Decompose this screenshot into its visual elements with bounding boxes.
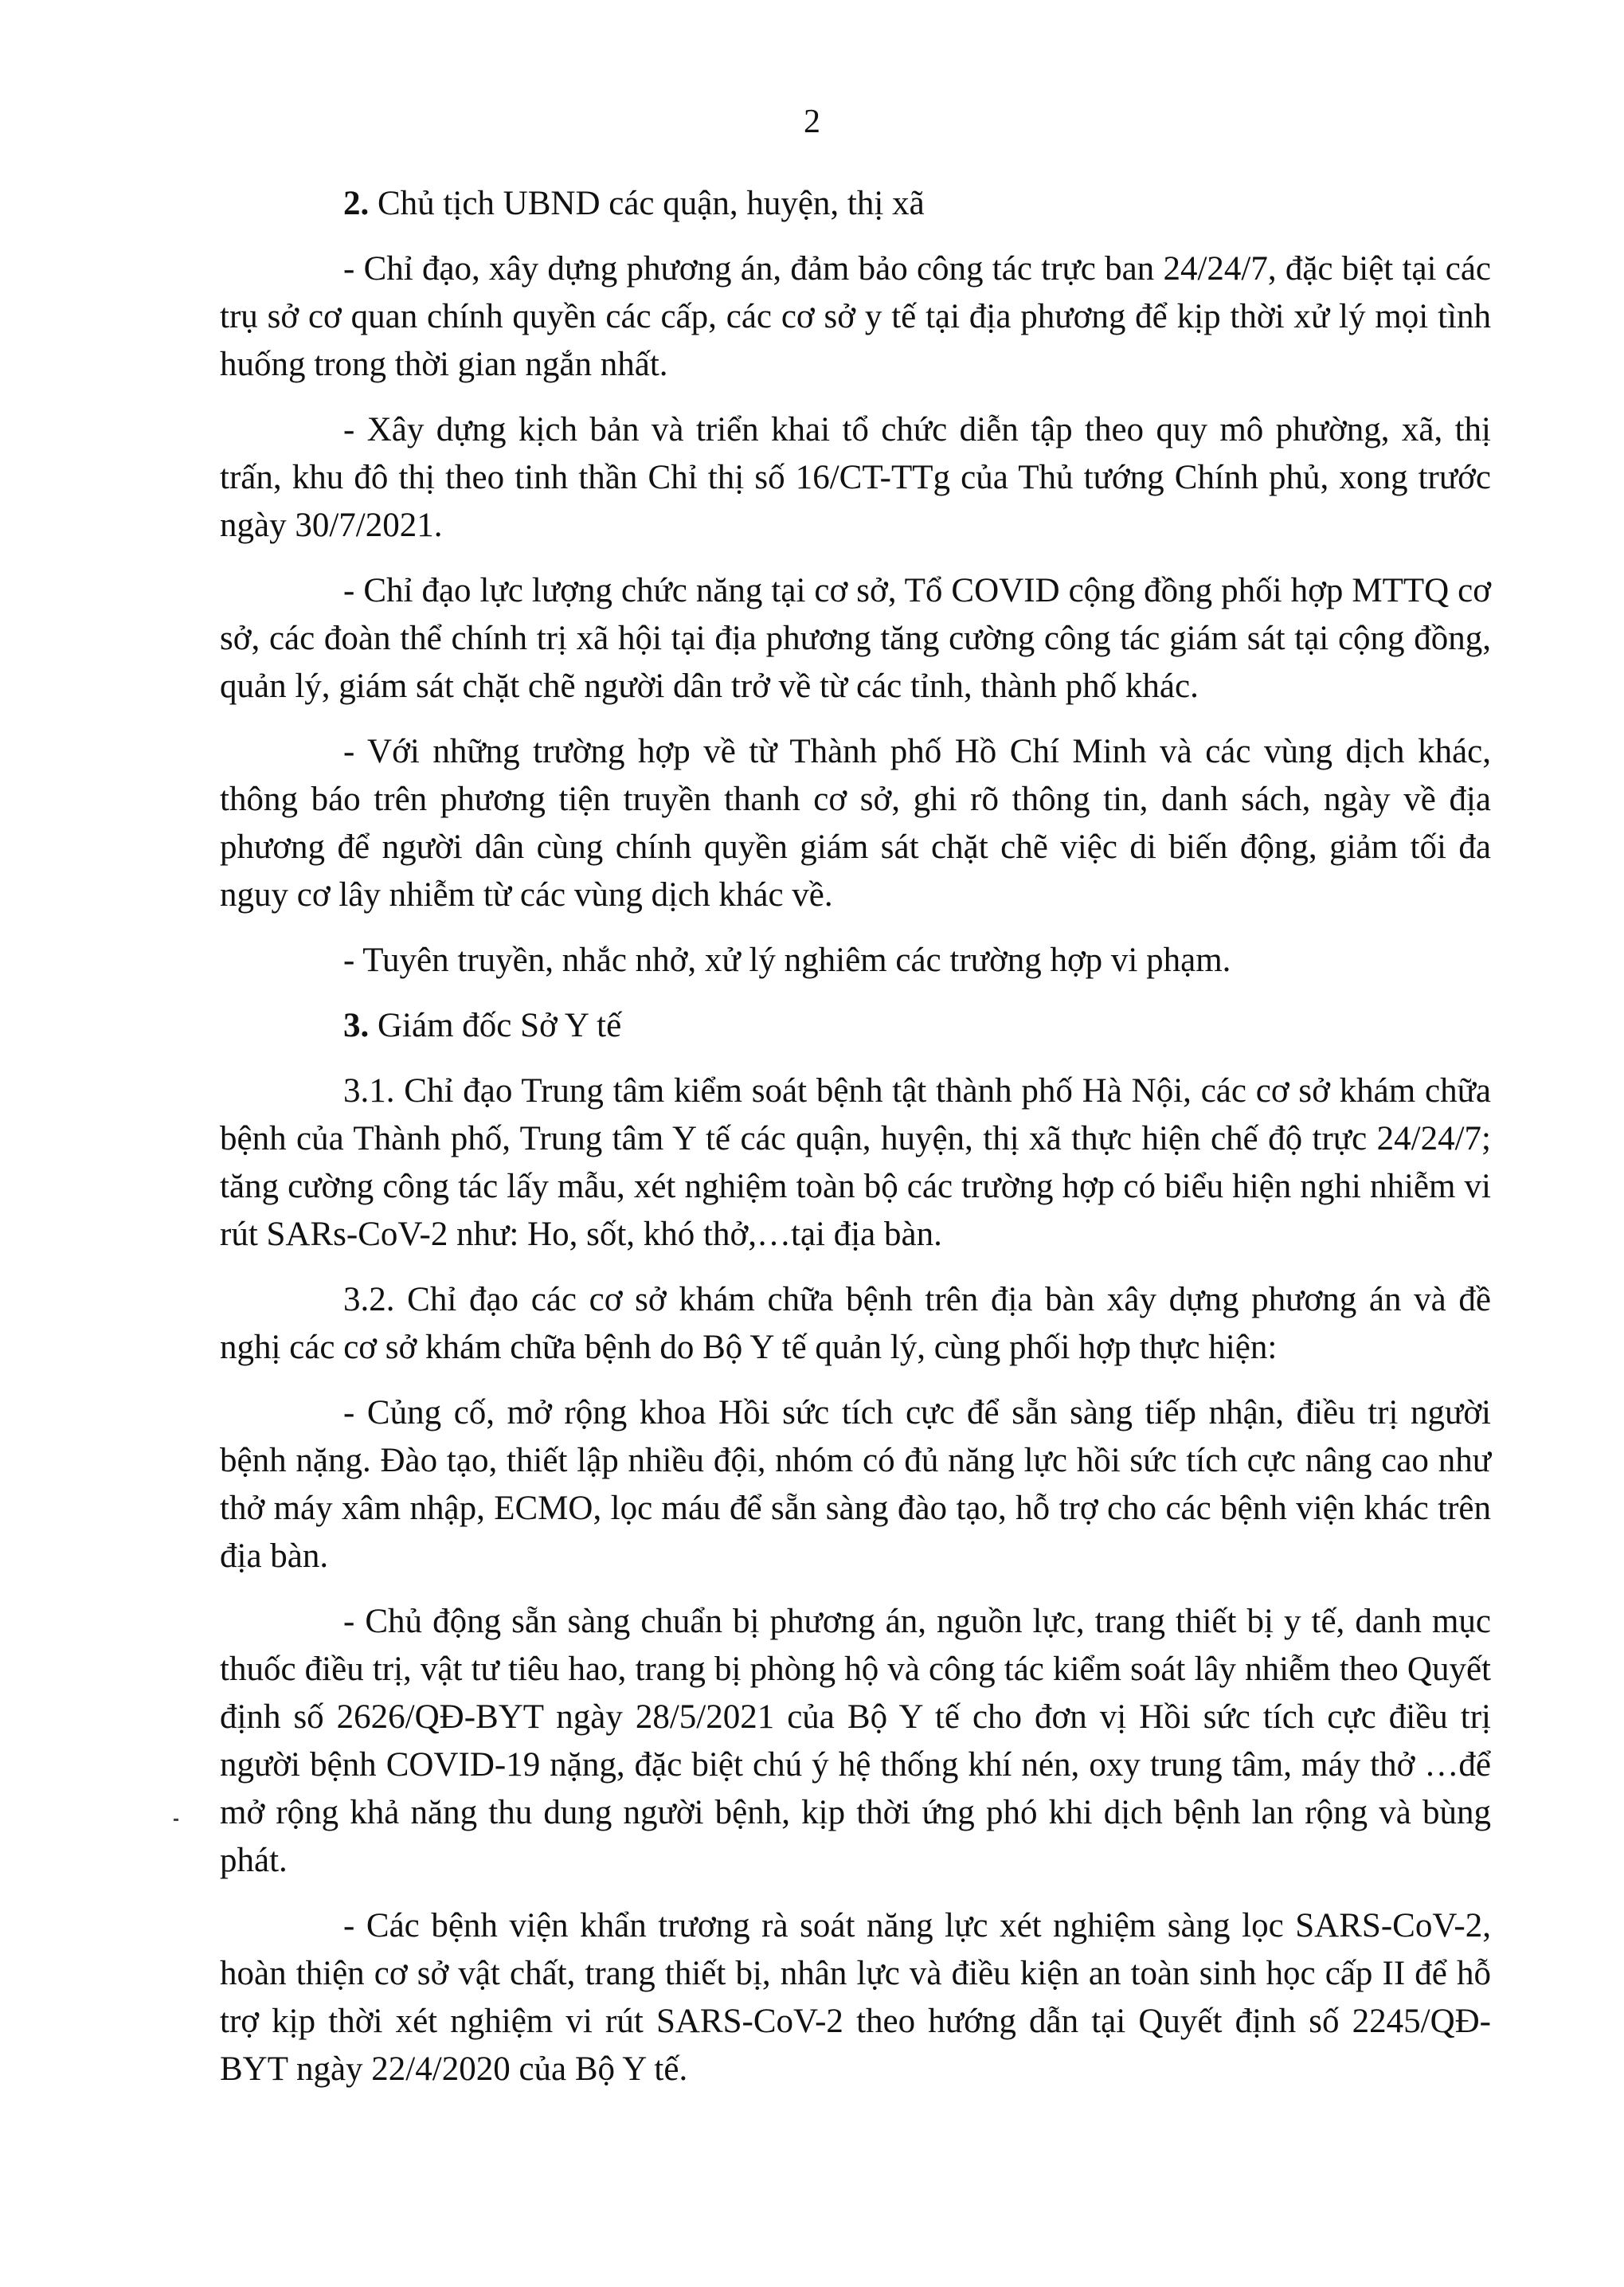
section-3-item: - Các bệnh viện khẩn trương rà soát năng lực xét nghiệm sàng lọc SARS-CoV-2, hoàn thiện cơ sở vật chất, trang thiết bị, nhân lực và điều kiện an toàn sinh học cấp II để hỗ trợ kịp thời xét nghiệm vi rút SARS-CoV-2 theo hướng dẫn tại Quyết định số 2245/QĐ-BYT ngày 22/4/2020 của Bộ Y tế. xyxy=(220,1907,1491,2088)
section-2-item: - Với những trường hợp về từ Thành phố Hồ Chí Minh và các vùng dịch khác, thông báo trên phương tiện truyền thanh cơ sở, ghi rõ thông tin, danh sách, ngày về địa phương để người dân cùng chính quyền giám sát chặt chẽ việc di biến động, giảm tối đa nguy cơ lây nhiễm từ các vùng dịch khác về. xyxy=(220,733,1491,914)
section-3-title: Giám đốc Sở Y tế xyxy=(369,1007,622,1044)
section-2-item: - Tuyên truyền, nhắc nhở, xử lý nghiêm các trường hợp vi phạm. xyxy=(343,942,1231,979)
section-3-1-paragraph: 3.1. Chỉ đạo Trung tâm kiểm soát bệnh tật thành phố Hà Nội, các cơ sở khám chữa bệnh của Thành phố, Trung tâm Y tế các quận, huyện, thị xã thực hiện chế độ trực 24/24/7; tăng cường công tác lấy mẫu, xét nghiệm toàn bộ các trường hợp có biểu hiện nghi nhiễm vi rút SARs-CoV-2 như: Ho, sốt, khó thở,…tại địa bàn. xyxy=(220,1072,1491,1253)
scan-speck xyxy=(174,1819,178,1821)
document-body xyxy=(220,180,1491,2111)
section-3-number: 3. xyxy=(343,1007,370,1044)
section-3-heading xyxy=(220,1002,1491,1050)
section-3-2-paragraph: 3.2. Chỉ đạo các cơ sở khám chữa bệnh trên địa bàn xây dựng phương án và đề nghị các cơ sở khám chữa bệnh do Bộ Y tế quản lý, cùng phối hợp thực hiện: xyxy=(220,1281,1491,1366)
section-2-item: - Chỉ đạo lực lượng chức năng tại cơ sở, Tổ COVID cộng đồng phối hợp MTTQ cơ sở, các đoàn thể chính trị xã hội tại địa phương tăng cường công tác giám sát tại cộng đồng, quản lý, giám sát chặt chẽ người dân trở về từ các tỉnh, thành phố khác. xyxy=(220,572,1491,705)
section-2-title: Chủ tịch UBND các quận, huyện, thị xã xyxy=(369,185,925,222)
section-2-item: - Chỉ đạo, xây dựng phương án, đảm bảo công tác trực ban 24/24/7, đặc biệt tại các trụ sở cơ quan chính quyền các cấp, các cơ sở y tế tại địa phương để kịp thời xử lý mọi tình huống trong thời gian ngắn nhất. xyxy=(220,250,1491,383)
section-2-item: - Xây dựng kịch bản và triển khai tổ chức diễn tập theo quy mô phường, xã, thị trấn, khu đô thị theo tinh thần Chỉ thị số 16/CT-TTg của Thủ tướng Chính phủ, xong trước ngày 30/7/2021. xyxy=(220,411,1491,544)
page-number: 2 xyxy=(804,104,820,140)
section-2-number: 2. xyxy=(343,185,370,222)
section-3-item: - Chủ động sẵn sàng chuẩn bị phương án, nguồn lực, trang thiết bị y tế, danh mục thuốc điều trị, vật tư tiêu hao, trang bị phòng hộ và công tác kiểm soát lây nhiễm theo Quyết định số 2626/QĐ-BYT ngày 28/5/2021 của Bộ Y tế cho đơn vị Hồi sức tích cực điều trị người bệnh COVID-19 nặng, đặc biệt chú ý hệ thống khí nén, oxy trung tâm, máy thở …để mở rộng khả năng thu dung người bệnh, kịp thời ứng phó khi dịch bệnh lan rộng và bùng phát. xyxy=(220,1603,1491,1879)
section-2-heading xyxy=(220,180,1491,228)
section-3-item: - Củng cố, mở rộng khoa Hồi sức tích cực để sẵn sàng tiếp nhận, điều trị người bệnh nặng. Đào tạo, thiết lập nhiều đội, nhóm có đủ năng lực hồi sức tích cực nâng cao như thở máy xâm nhập, ECMO, lọc máu để sẵn sàng đào tạo, hỗ trợ cho các bệnh viện khác trên địa bàn. xyxy=(220,1394,1491,1575)
